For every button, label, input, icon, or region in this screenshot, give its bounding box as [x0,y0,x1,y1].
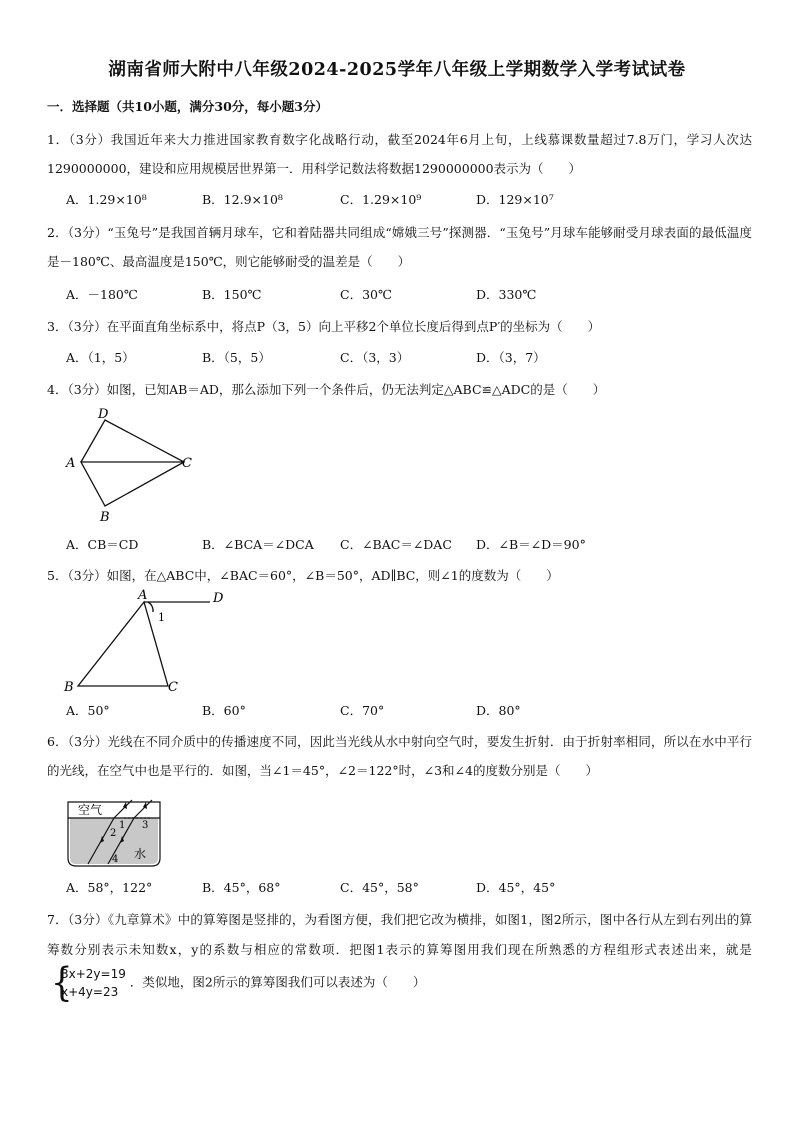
option-c[interactable]: C．1.29×10⁹ [340,192,422,207]
kite-figure [60,404,210,526]
page-title: 湖南省师大附中八年级2024-2025学年八年级上学期数学入学考试试卷 [108,60,686,80]
figure-label: 4 [112,854,119,865]
option-c[interactable]: C．30℃ [340,287,392,302]
question-4-text: 4．（3分）如图，已知AB＝AD，那么添加下列一个条件后，仍无法判定△ABC≌△ADC的是（ ） [47,382,606,397]
question-5-text: 5．（3分）如图，在△ABC中，∠BAC＝60°，∠B＝50°，AD∥BC，则∠1的度数为（ ） [47,568,559,583]
figure-label: 空气 [78,803,103,817]
question-3-text: 3．（3分）在平面直角坐标系中，将点P（3，5）向上平移2个单位长度后得到点P′的坐标为（ ） [47,319,601,334]
question-6-text: 6．（3分）光线在不同介质中的传播速度不同，因此当光线从水中射向空气时，要发生折射．由于折射率相同，所以在水中平行的光线，在空气中也是平行的．如图，当∠1＝45°，∠2＝122°时，∠3和∠4的度数分别是（ ） [47,734,752,778]
option-d[interactable]: D．（3，7） [476,350,546,365]
figure-label: 水 [134,847,147,861]
figure-label: 1 [158,611,165,624]
figure-label: B [64,680,74,695]
triangle-figure [58,588,238,696]
figure-label: A [138,588,148,603]
option-d[interactable]: D．∠B＝∠D＝90° [476,537,586,552]
question-3-options [66,348,746,370]
equation-system [51,960,126,1006]
option-c[interactable]: C．45°，58° [340,880,419,895]
figure-label: C [168,680,178,695]
option-b[interactable]: B．60° [202,703,246,718]
figure-label: D [98,407,109,422]
question-6-options [66,878,746,900]
option-b[interactable]: B．150℃ [202,287,262,302]
brace-glyph: { [51,960,73,1006]
option-b[interactable]: B．∠BCA＝∠DCA [202,537,314,552]
option-a[interactable]: A．50° [66,703,110,718]
option-a[interactable]: A．CB＝CD [66,537,139,552]
equation-1: 3x+2y=19 [61,967,126,981]
option-c[interactable]: C．70° [340,703,385,718]
option-a[interactable]: A．58°，122° [66,880,153,895]
figure-label: 3 [142,820,149,831]
figure-label: B [100,510,110,525]
question-2-options [66,285,746,307]
figure-label: 2 [110,828,117,839]
question-1-text: 1．（3分）我国近年来大力推进国家教育数字化战略行动，截至2024年6月上旬，上线慕课数量超过7.8万门，学习人次达1290000000，建设和应用规模居世界第一．用科学记数法将数据1290000000表示为（ ） [47,132,752,176]
option-d[interactable]: D．80° [476,703,521,718]
option-d[interactable]: D．330℃ [476,287,537,302]
option-d[interactable]: D．129×10⁷ [476,192,554,207]
figure-label: A [66,456,76,471]
option-d[interactable]: D．45°，45° [476,880,556,895]
question-2-text: 2．（3分）“玉兔号”是我国首辆月球车，它和着陆器共同组成“嫦娥三号”探测器．“玉兔号”月球车能够耐受月球表面的最低温度是－180℃、最高温度是150℃，则它能够耐受的温差是（ ） [47,225,752,269]
question-7-text-part-a: 7．（3分）《九章算术》中的算筹图是竖排的，为看图方便，我们把它改为横排，如图1，图2所示，图中各行从左到右列出的算筹数分别表示未知数x，y的系数与相应的常数项．把图1表示的算筹图用我们现在所熟悉的方程组形式表述出来，就是 [47,912,752,957]
option-b[interactable]: B．45°，68° [202,880,281,895]
option-b[interactable]: B．（5，5） [202,350,271,365]
option-a[interactable]: A．1.29×10⁸ [66,192,147,207]
question-5-options [66,701,746,723]
figure-label: 1 [119,820,126,831]
question-1-options [66,190,746,212]
option-a[interactable]: A．（1，5） [66,350,135,365]
equation-2: x+4y=23 [61,985,119,999]
option-c[interactable]: C．∠BAC＝∠DAC [340,537,452,552]
option-b[interactable]: B．12.9×10⁸ [202,192,283,207]
section-heading: 一．选择题（共10小题，满分30分，每小题3分） [47,99,328,114]
refraction-figure [64,798,168,870]
figure-label: C [182,456,192,471]
question-7-text-part-b: ．类似地，图2所示的算筹图我们可以表述为（ ） [129,974,426,990]
question-7-text [47,905,752,1006]
question-4-options [66,535,746,557]
option-a[interactable]: A．－180℃ [66,287,138,302]
figure-label: D [213,591,224,606]
option-c[interactable]: C．（3，3） [340,350,410,365]
